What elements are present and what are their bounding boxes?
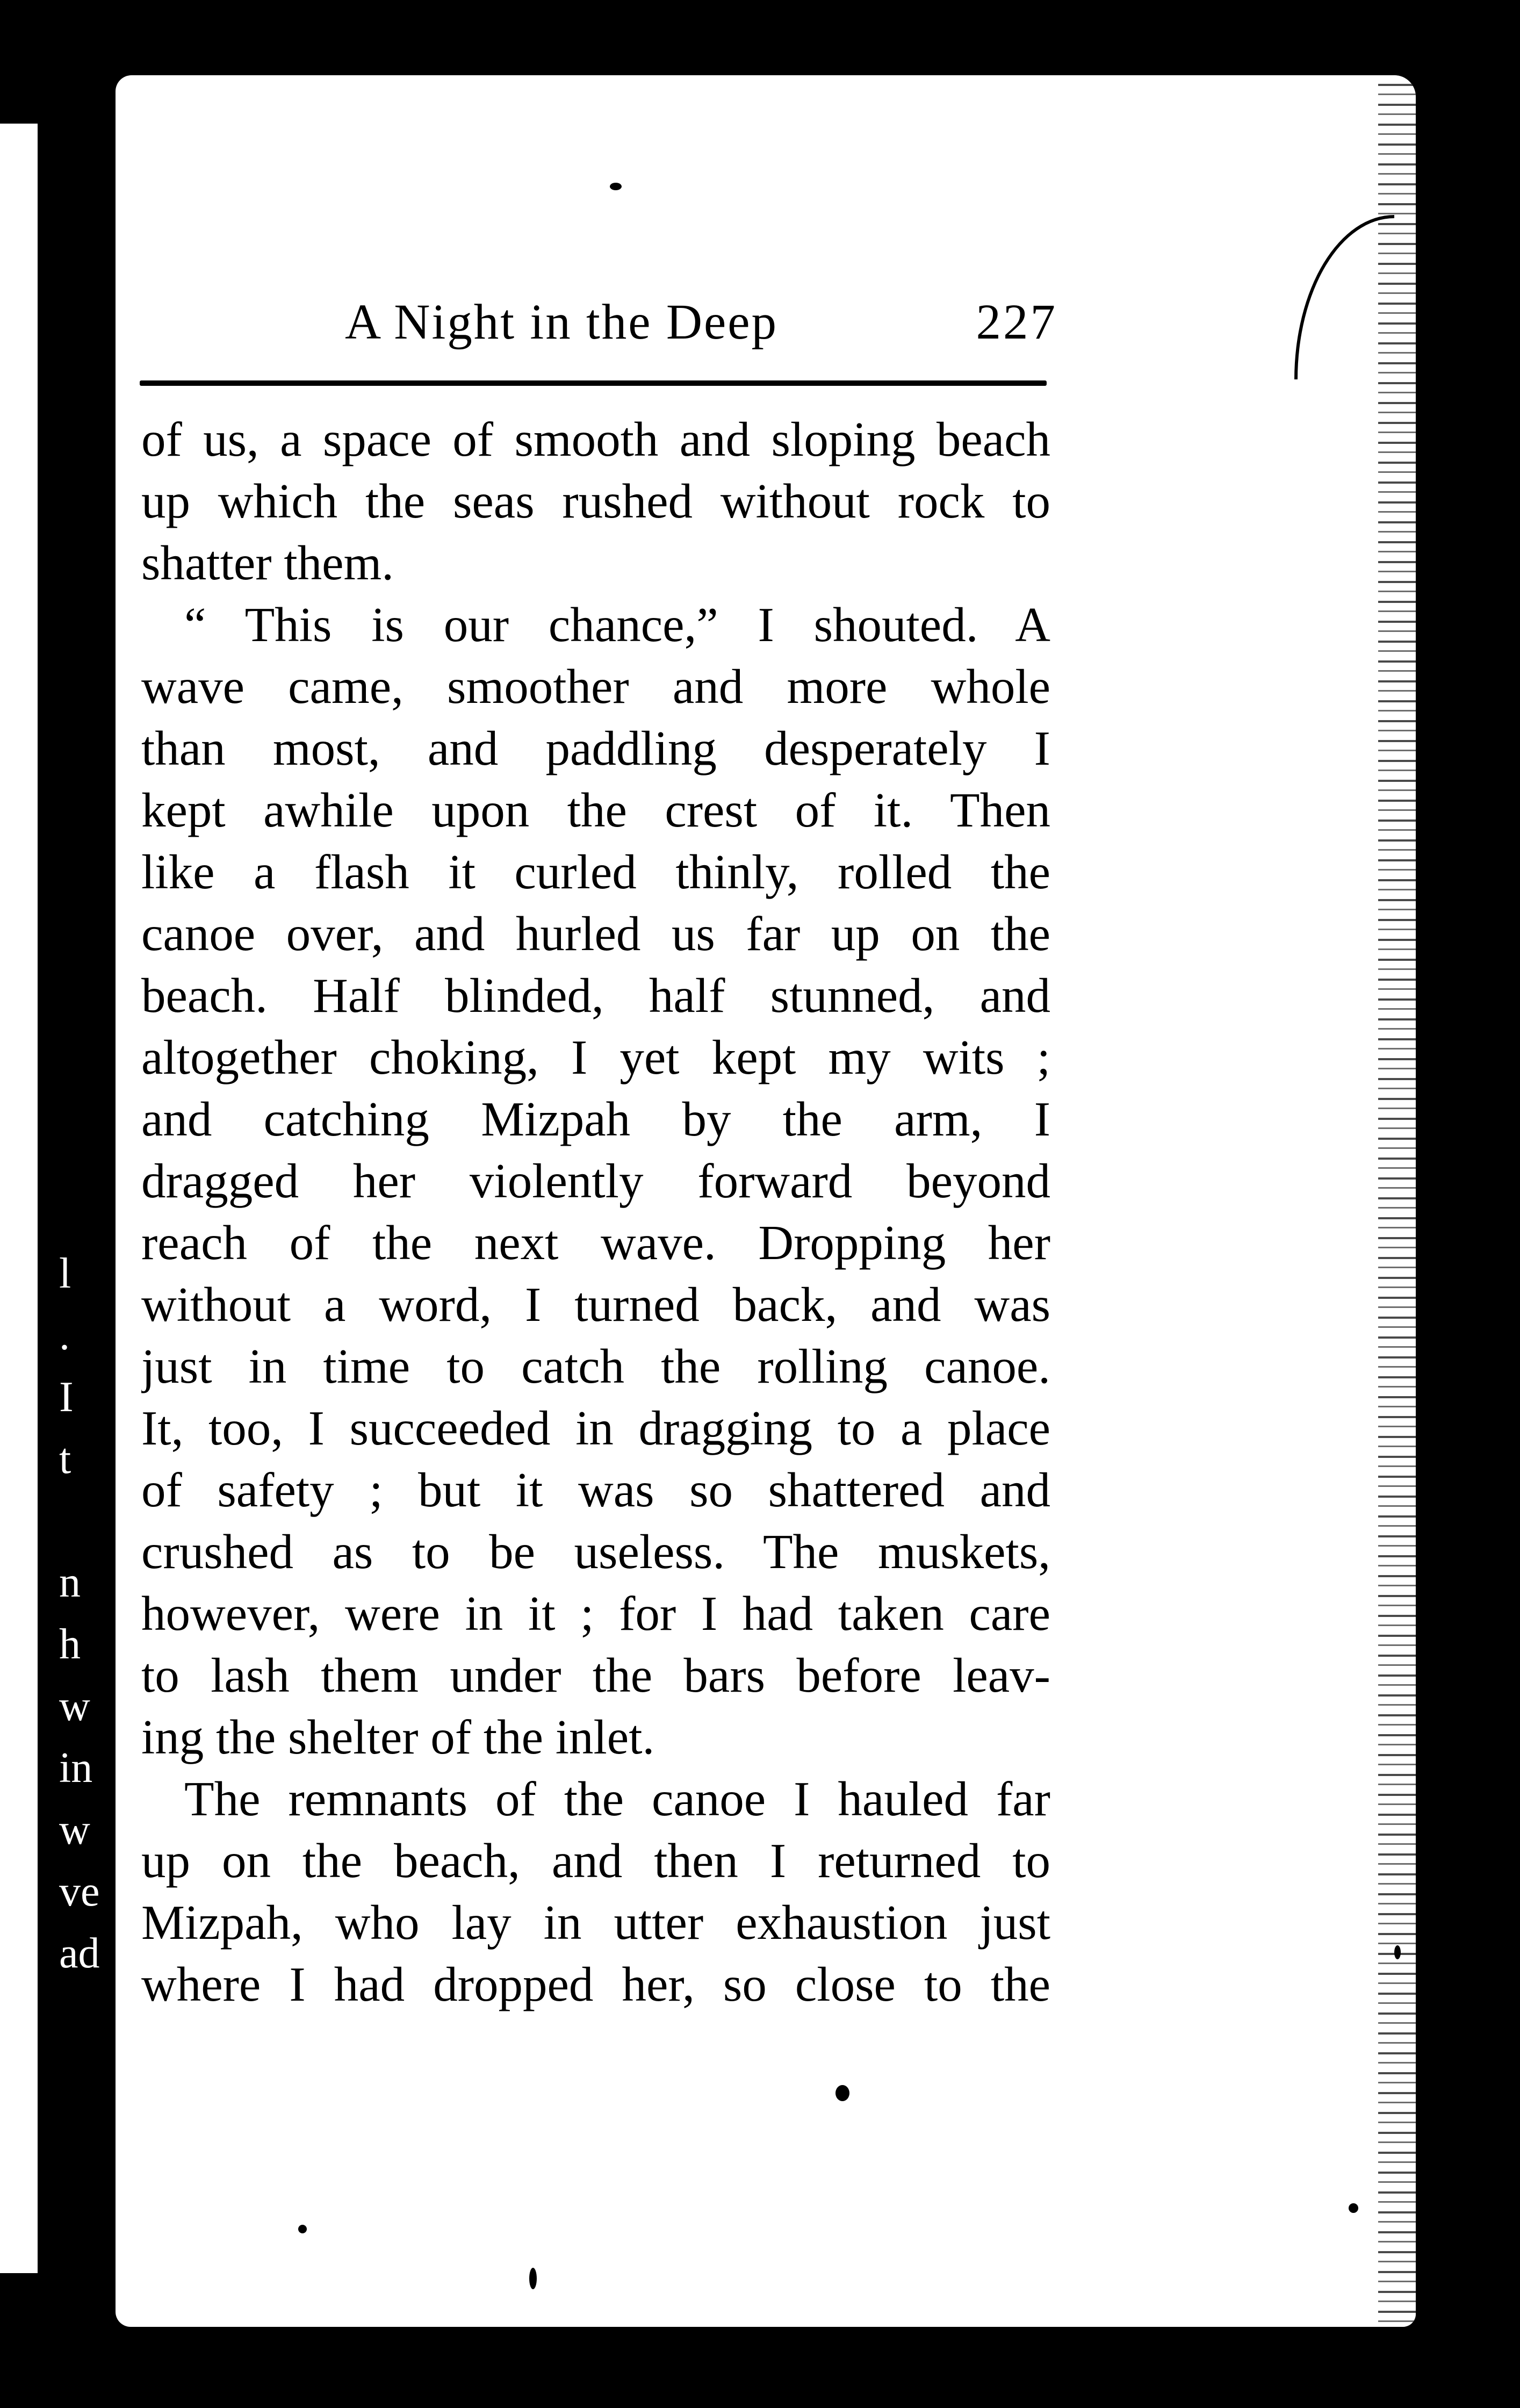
running-title: A Night in the Deep: [345, 294, 779, 350]
scan-left-edge: [0, 124, 38, 2273]
ink-speck: [298, 2225, 307, 2233]
ink-speck: [529, 2268, 537, 2289]
fragment-char: h: [59, 1621, 81, 1668]
text-line: It, too, I succeeded in dragging to a place: [141, 1401, 1050, 1455]
text-line: beach. Half blinded, half stunned, and: [141, 968, 1050, 1023]
text-line: than most, and paddling desperately I: [141, 721, 1050, 775]
fragment-char: w: [59, 1683, 90, 1730]
text-line: of us, a space of smooth and sloping beach: [141, 412, 1050, 466]
ink-speck: [1394, 1945, 1401, 1959]
fragment-char: w: [59, 1806, 90, 1853]
text-line: kept awhile upon the crest of it. Then: [141, 783, 1050, 837]
text-line: however, were in it ; for I had taken care: [141, 1586, 1050, 1641]
text-line: and catching Mizpah by the arm, I: [141, 1092, 1050, 1146]
fragment-char: .: [59, 1312, 70, 1359]
fragment-char: in: [59, 1744, 93, 1792]
text-line: crushed as to be useless. The muskets,: [141, 1525, 1050, 1579]
text-line: like a flash it curled thinly, rolled the: [141, 845, 1050, 899]
fragment-char: l: [59, 1250, 71, 1297]
text-line: where I had dropped her, so close to the: [141, 1957, 1050, 2011]
text-line: dragged her violently forward beyond: [141, 1154, 1050, 1208]
fragment-char: t: [59, 1435, 71, 1483]
fragment-char: I: [59, 1374, 74, 1421]
text-line: ing the shelter of the inlet.: [141, 1710, 655, 1764]
header-rule: [140, 380, 1047, 386]
fragment-char: ad: [59, 1930, 100, 1977]
text-line: The remnants of the canoe I hauled far: [184, 1772, 1050, 1826]
text-line: Mizpah, who lay in utter exhaustion just: [141, 1895, 1050, 1950]
page-edge-shadow: [1378, 75, 1416, 2327]
ink-speck: [1349, 2203, 1358, 2213]
page-number: 227: [976, 294, 1057, 350]
text-line: “ This is our chance,” I shouted. A: [184, 598, 1050, 652]
text-line: of safety ; but it was so shattered and: [141, 1463, 1050, 1517]
text-line: canoe over, and hurled us far up on the: [141, 907, 1050, 961]
body-text: [141, 408, 1050, 2015]
page-header: [145, 287, 1069, 368]
text-line: wave came, smoother and more whole: [141, 659, 1050, 714]
text-line: to lash them under the bars before leav-: [141, 1648, 1050, 1702]
text-line: up on the beach, and then I returned to: [141, 1834, 1050, 1888]
text-line: altogether choking, I yet kept my wits ;: [141, 1030, 1050, 1084]
fragment-char: n: [59, 1559, 81, 1606]
ink-speck: [835, 2085, 849, 2101]
text-line: without a word, I turned back, and was: [141, 1277, 1050, 1332]
text-line: shatter them.: [141, 536, 394, 590]
page-curl-mark: [1294, 215, 1394, 379]
ink-speck: [610, 183, 622, 190]
text-line: up which the seas rushed without rock to: [141, 474, 1050, 528]
book-page: [116, 75, 1416, 2327]
text-line: just in time to catch the rolling canoe.: [141, 1339, 1050, 1393]
fragment-char: ve: [59, 1868, 100, 1915]
text-line: reach of the next wave. Dropping her: [141, 1216, 1050, 1270]
